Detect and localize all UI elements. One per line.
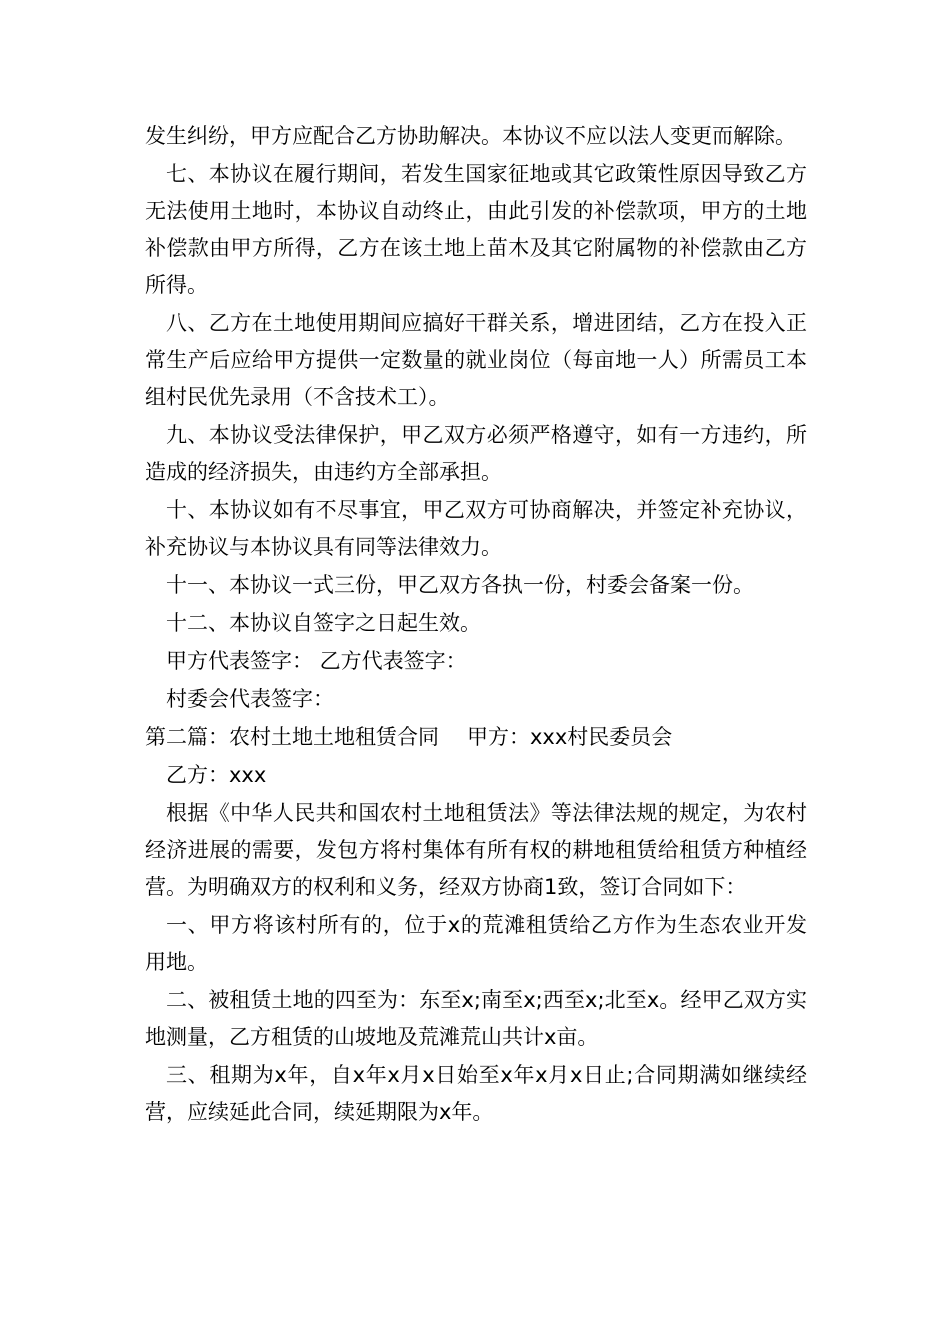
paragraph-article-1: 一、甲方将该村所有的，位于x的荒滩租赁给乙方作为生态农业开发用地。 — [145, 913, 807, 974]
paragraph-clause-10: 十、本协议如有不尽事宜，甲乙双方可协商解决，并签定补充协议，补充协议与本协议具有同等法律效力。 — [145, 498, 807, 559]
paragraph-clause-11: 十一、本协议一式三份，甲乙双方各执一份，村委会备案一份。 — [166, 573, 754, 597]
paragraph-continuation: 发生纠纷，甲方应配合乙方协助解决。本协议不应以法人变更而解除。 — [145, 124, 796, 148]
paragraph-article-3: 三、租期为x年，自x年x月x日始至x年x月x日止;合同期满如继续经营，应续延此合同，续延期限为x年。 — [145, 1063, 807, 1124]
party-a-line: 甲方：xxx村民委员会 — [467, 725, 673, 749]
document-body — [145, 118, 807, 1132]
second-article-heading — [145, 719, 807, 756]
paragraph-clause-12: 十二、本协议自签字之日起生效。 — [166, 611, 481, 635]
paragraph-clause-7: 七、本协议在履行期间，若发生国家征地或其它政策性原因导致乙方无法使用土地时，本协议自动终止，由此引发的补偿款项，甲方的土地补偿款由甲方所得，乙方在该土地上苗木及其它附属物的补偿款由乙方所得。 — [145, 162, 807, 297]
second-article-title: 第二篇：农村土地土地租赁合同 — [145, 725, 439, 749]
signature-line-parties: 甲方代表签字： 乙方代表签字： — [166, 649, 467, 673]
paragraph-preamble: 根据《中华人民共和国农村土地租赁法》等法律法规的规定，为农村经济进展的需要，发包方将村集体有所有权的耕地租赁给租赁方种植经营。为明确双方的权利和义务，经双方协商1致，签订合同如下： — [145, 801, 807, 899]
paragraph-article-2: 二、被租赁土地的四至为：东至x;南至x;西至x;北至x。经甲乙双方实地测量，乙方租赁的山坡地及荒滩荒山共计x亩。 — [145, 988, 807, 1049]
paragraph-clause-8: 八、乙方在土地使用期间应搞好干群关系，增进团结，乙方在投入正常生产后应给甲方提供一定数量的就业岗位（每亩地一人）所需员工本组村民优先录用（不含技术工）。 — [145, 311, 807, 409]
party-b-line: 乙方：xxx — [166, 763, 267, 787]
paragraph-clause-9: 九、本协议受法律保护，甲乙双方必须严格遵守，如有一方违约，所造成的经济损失，由违约方全部承担。 — [145, 423, 807, 484]
signature-line-village: 村委会代表签字： — [166, 687, 334, 711]
